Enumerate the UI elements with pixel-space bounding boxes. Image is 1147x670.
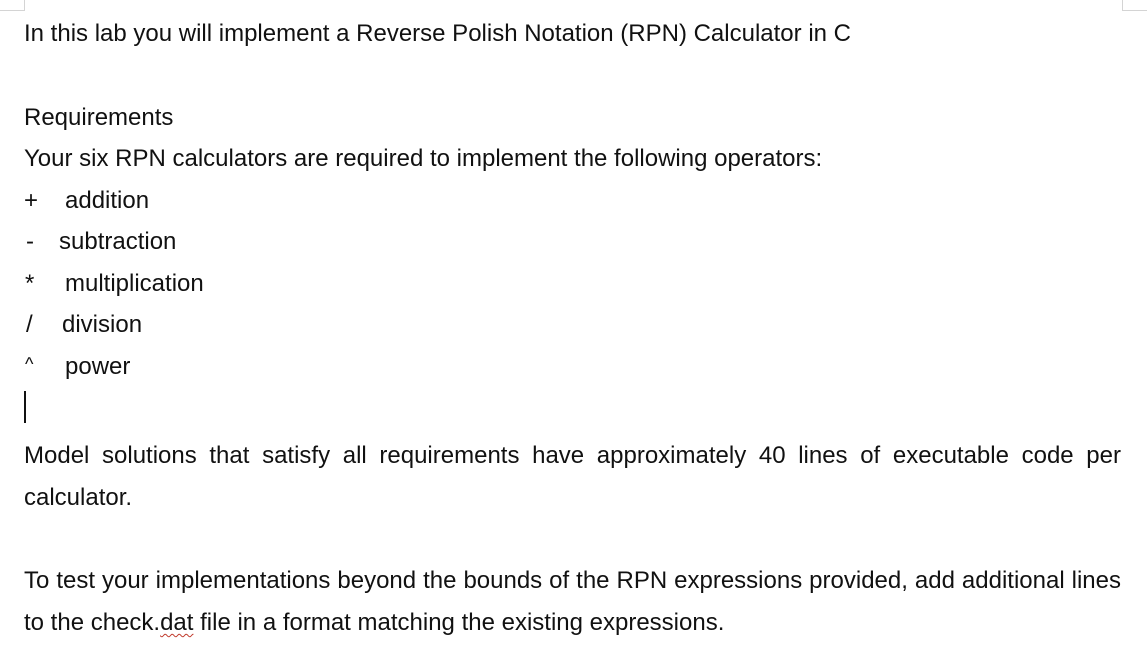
model-solutions-paragraph: Model solutions that satisfy all requirements have approximately 40 lines of executable code per calculator. <box>24 442 1121 511</box>
operator-symbol: + <box>24 187 39 214</box>
text-cursor <box>24 391 26 423</box>
operator-name: subtraction <box>59 228 177 255</box>
operator-name: power <box>65 353 131 380</box>
operator-name: division <box>62 311 143 338</box>
page-corner-mark <box>1122 0 1147 11</box>
operator-symbol: ^ <box>25 354 34 374</box>
intro-paragraph: In this lab you will implement a Reverse Polish Notation (RPN) Calculator in C <box>24 20 851 47</box>
testing-text-start: To test your implementations beyond the bounds of the RPN expressions provided, add additional lines to the check. <box>24 567 1121 636</box>
spelling-flag[interactable]: dat <box>160 609 194 636</box>
operator-symbol: / <box>26 311 33 338</box>
operator-name: addition <box>65 187 150 214</box>
requirements-heading: Requirements <box>24 104 174 131</box>
operator-symbol: * <box>25 270 35 297</box>
operator-name: multiplication <box>65 270 204 297</box>
requirements-paragraph: Your six RPN calculators are required to implement the following operators: <box>24 145 823 172</box>
testing-text-end: file in a format matching the existing expressions. <box>193 609 725 636</box>
operator-symbol: - <box>26 228 34 255</box>
page-corner-mark <box>0 0 25 11</box>
testing-paragraph <box>24 560 1121 644</box>
